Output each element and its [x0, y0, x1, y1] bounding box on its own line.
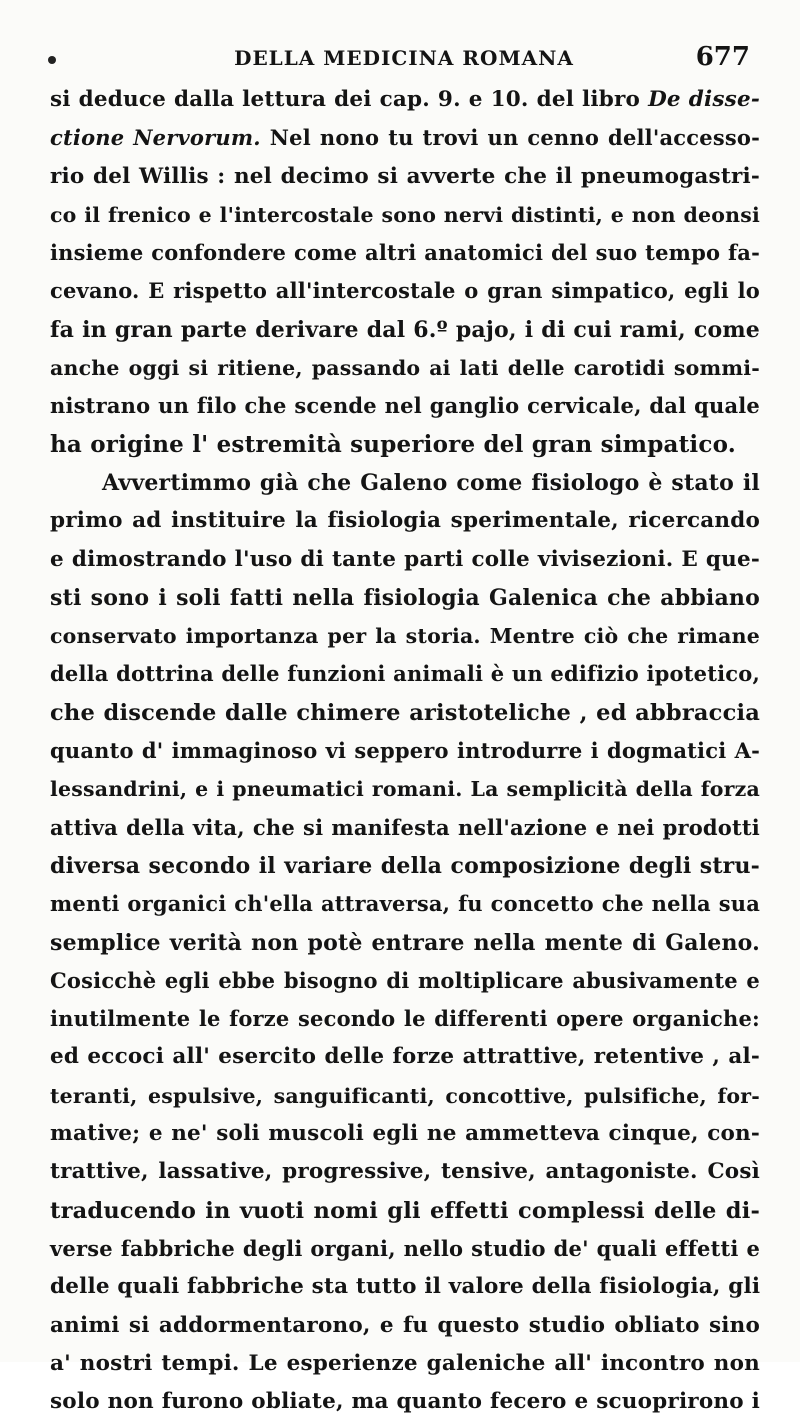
body-text	[50, 81, 760, 1421]
paragraph-start-line: Avvertimmo già che Galeno come fisiologo è stato il	[102, 469, 760, 496]
text-line: animi si addormentarono, e fu questo studio obliato sino	[50, 1312, 760, 1338]
text-line: mative; e ne' soli muscoli egli ne ammetteva cinque, con-	[50, 1121, 760, 1147]
text-line: co il frenico e l'intercostale sono nervi distinti, e non deonsi	[50, 202, 760, 227]
text-line: diversa secondo il variare della composizione degli stru-	[50, 852, 760, 879]
text-line: insieme confondere come altri anatomici del suo tempo fa-	[50, 240, 760, 266]
text-line: a' nostri tempi. Le esperienze galeniche all' incontro non	[50, 1350, 760, 1376]
text-line: delle quali fabbriche sta tutto il valore della fisiologia, gli	[50, 1274, 761, 1300]
text-line: verse fabbriche degli organi, nello studio de' quali effetti e	[50, 1235, 760, 1261]
text-line: cevano. E rispetto all'intercostale o gran simpatico, egli lo	[50, 278, 760, 304]
text-line: e dimostrando l'uso di tante parti colle vivisezioni. E que-	[50, 546, 760, 572]
text-line: anche oggi si ritiene, passando ai lati delle carotidi sommi-	[50, 356, 760, 381]
running-head: DELLA MEDICINA ROMANA	[234, 46, 574, 70]
text-line: attiva della vita, che si manifesta nell'azione e nei prodotti	[50, 814, 760, 840]
text-line: si deduce dalla lettura dei cap. 9. e 10. del libro De disse-	[50, 87, 760, 112]
text-line: solo non furono obliate, ma quanto fecero e scuoprirono i	[50, 1389, 760, 1415]
text-line: traducendo in vuoti nomi gli effetti complessi delle di-	[50, 1197, 760, 1224]
text-line: ed eccoci all' esercito delle forze attrattive, retentive , al-	[50, 1044, 760, 1070]
text-line: teranti, espulsive, sanguificanti, concottive, pulsifiche, for-	[50, 1083, 760, 1108]
text-line: semplice verità non potè entrare nella mente di Galeno.	[50, 929, 760, 956]
text-line: che discende dalle chimere aristoteliche , ed abbraccia	[50, 699, 760, 726]
page-number: 677	[695, 42, 750, 72]
text-line: trattive, lassative, progressive, tensive, antagoniste. Così	[50, 1159, 760, 1185]
italic-title: De disse-	[648, 87, 760, 112]
text-line: lessandrini, e i pneumatici romani. La semplicità della forza	[50, 777, 760, 802]
text-line: quanto d' immaginoso vi seppero introdurre i dogmatici A-	[50, 738, 760, 764]
paragraph-end-line: ha origine l' estremità superiore del gran simpatico.	[50, 430, 736, 458]
italic-title: ctione Nervorum.	[50, 125, 261, 151]
text-line: inutilmente le forze secondo le differenti opere organiche:	[50, 1006, 760, 1032]
text-line: Cosicchè egli ebbe bisogno di moltiplicare abusivamente e	[50, 967, 760, 993]
text-line: rio del Willis : nel decimo si avverte che il pneumogastri-	[50, 163, 760, 189]
text-line: fa in gran parte derivare dal 6.º pajo, i di cui rami, come	[50, 316, 760, 343]
text-line: della dottrina delle funzioni animali è un edifizio ipotetico,	[50, 661, 760, 687]
text-line: nistrano un filo che scende nel ganglio cervicale, dal quale	[50, 393, 760, 419]
page-header	[48, 40, 760, 80]
text-line: conservato importanza per la storia. Mentre ciò che rimane	[50, 624, 760, 649]
text-line: ctione Nervorum. Nel nono tu trovi un cenno dell'accesso-	[50, 125, 760, 151]
text-line: sti sono i soli fatti nella fisiologia Galenica che abbiano	[50, 584, 760, 611]
text-line: primo ad instituire la fisiologia sperimentale, ricercando	[50, 508, 760, 534]
text-line: menti organici ch'ella attraversa, fu concetto che nella sua	[50, 891, 760, 917]
